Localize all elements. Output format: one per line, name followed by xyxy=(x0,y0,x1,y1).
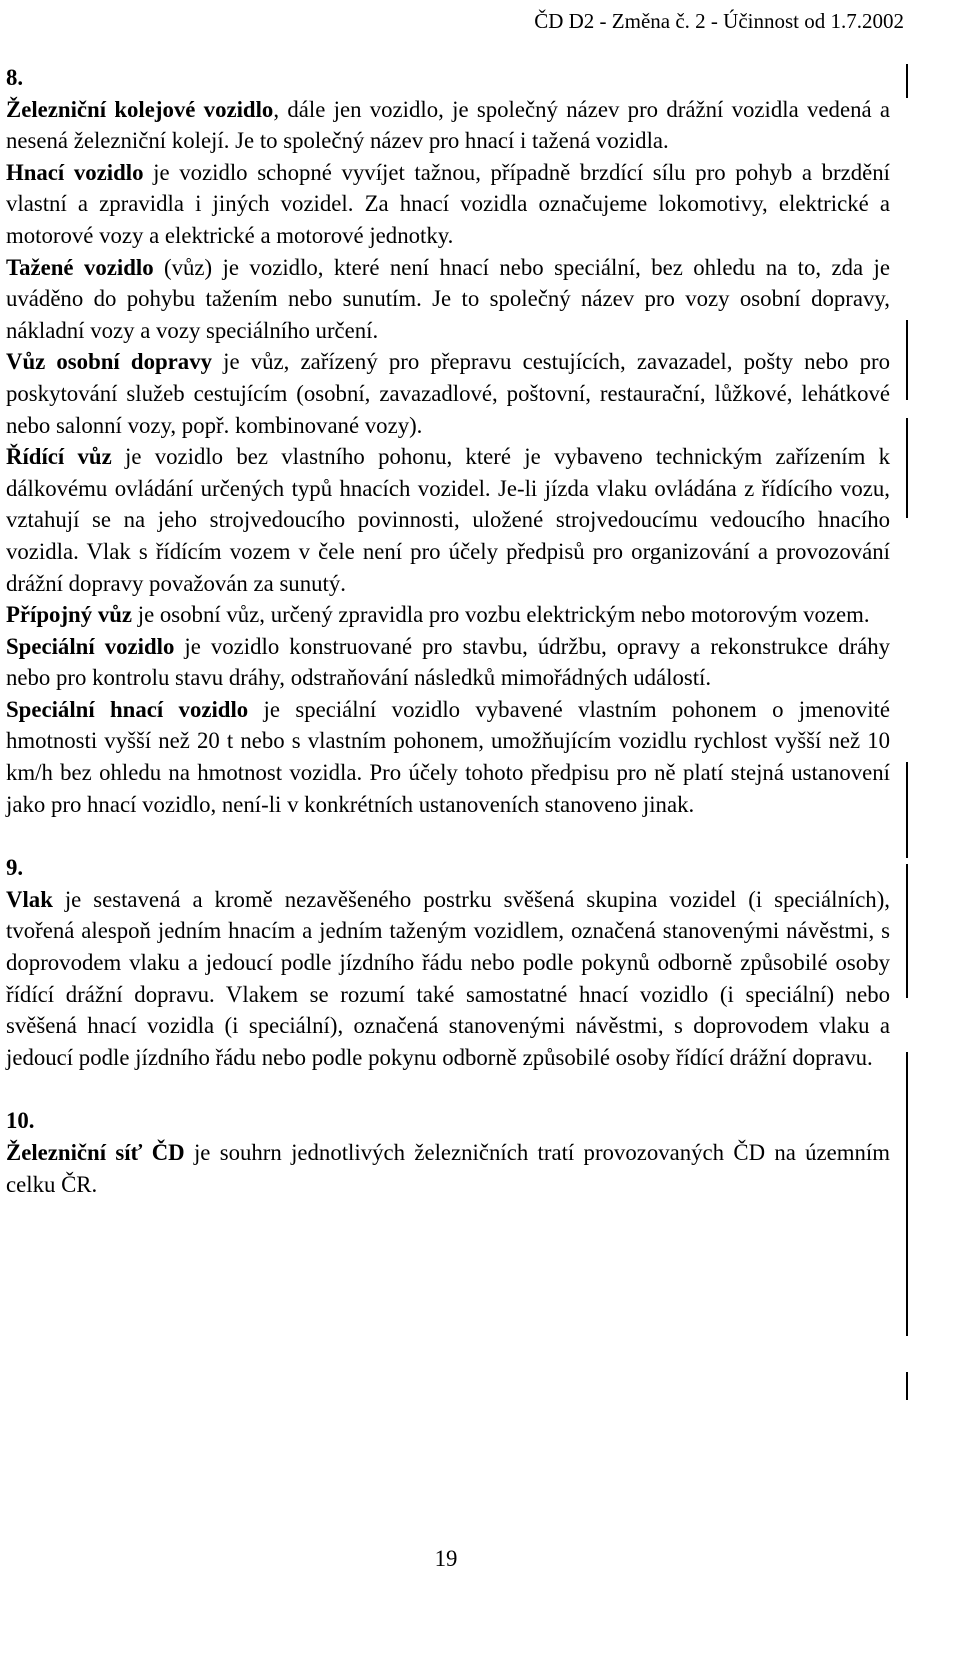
defined-term: Vůz osobní dopravy xyxy=(6,349,212,375)
definition-text: , dále jen vozidlo, je společný název pro drážní vozidla vedená a nesená železniční kolejí. Je to společný název pro hnací i tažená vozidla. xyxy=(6,96,890,154)
revision-bar xyxy=(906,762,908,858)
page-number: 19 xyxy=(434,1546,458,1571)
section-spacer xyxy=(6,820,890,852)
defined-term: Speciální vozidlo xyxy=(6,633,175,659)
document-header: ČD D2 - Změna č. 2 - Účinnost od 1.7.2002 xyxy=(534,9,904,33)
definition-text: (vůz) je vozidlo, které není hnací nebo speciální, bez ohledu na to, zda je uváděno do pohybu tažením nebo sunutím. Je to společný název pro vozy osobní dopravy, nákladní vozy a vozy speciálního určení. xyxy=(6,254,890,343)
revision-bar xyxy=(906,320,908,400)
defined-term: Hnací vozidlo xyxy=(6,159,144,185)
definition-paragraph xyxy=(6,441,890,599)
defined-term: Vlak xyxy=(6,886,53,912)
section-number-10: 10. xyxy=(6,1108,35,1134)
section-number-8: 8. xyxy=(6,65,24,90)
definition-paragraph xyxy=(6,694,890,820)
defined-term: Železniční síť ČD xyxy=(6,1140,185,1165)
definition-paragraph xyxy=(6,252,890,347)
definition-text: je speciální vozidlo vybavené vlastním pohonem o jmenovité hmotnosti vyšší než 20 t nebo s vlastním pohonem, umožňujícím vozidlu rychlost vyšší než 10 km/h bez ohledu na hmotnost vozidla. Pro účely tohoto předpisu pro ně platí stejná ustanovení jako pro hnací vozidlo, není-li v konkrétních ustanoveních stanoveno jinak. xyxy=(6,696,890,817)
defined-term: Řídící vůz xyxy=(6,444,112,470)
revision-bar xyxy=(906,1052,908,1336)
definition-text: je souhrn jednotlivých železničních tratí provozovaných ČD na územním celku ČR. xyxy=(6,1140,890,1197)
definition-text: je vozidlo konstruované pro stavbu, údržbu, opravy a rekonstrukce dráhy nebo pro kontrolu stavu dráhy, odstraňování následků mimořádných událostí. xyxy=(6,633,891,691)
revision-bar xyxy=(906,418,908,518)
definition-text: je vozidlo schopné vyvíjet tažnou, případně brzdící sílu pro pohyb a brzdění vlastní a zpravidla i jiných vozidel. Za hnací vozidla označujeme lokomotivy, elektrické a motorové vozy a elektrické a motorové jednotky. xyxy=(6,159,890,248)
section-spacer xyxy=(6,1073,890,1105)
revision-bar xyxy=(906,1372,908,1400)
definition-paragraph xyxy=(6,157,890,252)
definition-text: je vozidlo bez vlastního pohonu, které je vybaveno technickým zařízením k dálkovému ovládání určených typů hnacích vozidel. Je-li jízda vlaku ovládána z řídícího vozu, vztahují se na jeho strojvedoucího povinnosti, uložené strojvedoucímu vedoucího hnacího vozidla. Vlak s řídícím vozem v čele není pro účely předpisů pro organizování a provozování drážní dopravy považován za sunutý. xyxy=(6,444,890,596)
definition-text: je sestavená a kromě nezavěšeného postrku svěšená skupina vozidel (i speciálních), tvořená alespoň jedním hnacím a jedním taženým vozidlem, označená stanovenými návěstmi, s doprovodem vlaku a jedoucí podle jízdního řádu nebo podle pokynů odborně způsobilé osoby řídící drážní dopravu. Vlakem se rozumí také samostatné hnací vozidlo (i speciální) nebo svěšená hnací vozidla (i speciální), označená stanovenými návěstmi, s doprovodem vlaku a jedoucí podle jízdního řádu nebo podle pokynu odborně způsobilé osoby řídící drážní dopravu. xyxy=(6,886,890,1070)
revision-bar xyxy=(906,64,908,98)
definition-paragraph xyxy=(6,346,890,441)
definition-text: je osobní vůz, určený zpravidla pro vozbu elektrickým nebo motorovým vozem. xyxy=(132,602,870,628)
section-number-9: 9. xyxy=(6,855,24,881)
definition-paragraph xyxy=(6,884,890,1074)
definition-paragraph xyxy=(6,631,890,694)
definition-paragraph xyxy=(6,94,890,157)
definition-paragraph xyxy=(6,1137,890,1200)
defined-term: Tažené vozidlo xyxy=(6,254,154,280)
document-body xyxy=(6,62,890,1200)
defined-term: Železniční kolejové vozidlo xyxy=(6,96,274,122)
definition-paragraph xyxy=(6,599,890,631)
revision-bar xyxy=(906,864,908,998)
defined-term: Přípojný vůz xyxy=(6,602,133,628)
defined-term: Speciální hnací vozidlo xyxy=(6,696,249,722)
definition-text: je vůz, zařízený pro přepravu cestujících, zavazadel, pošty nebo pro poskytování služeb cestujícím (osobní, zavazadlové, poštovní, restaurační, lůžkové, lehátkové nebo salonní vozy, popř. kombinované vozy). xyxy=(6,349,890,438)
